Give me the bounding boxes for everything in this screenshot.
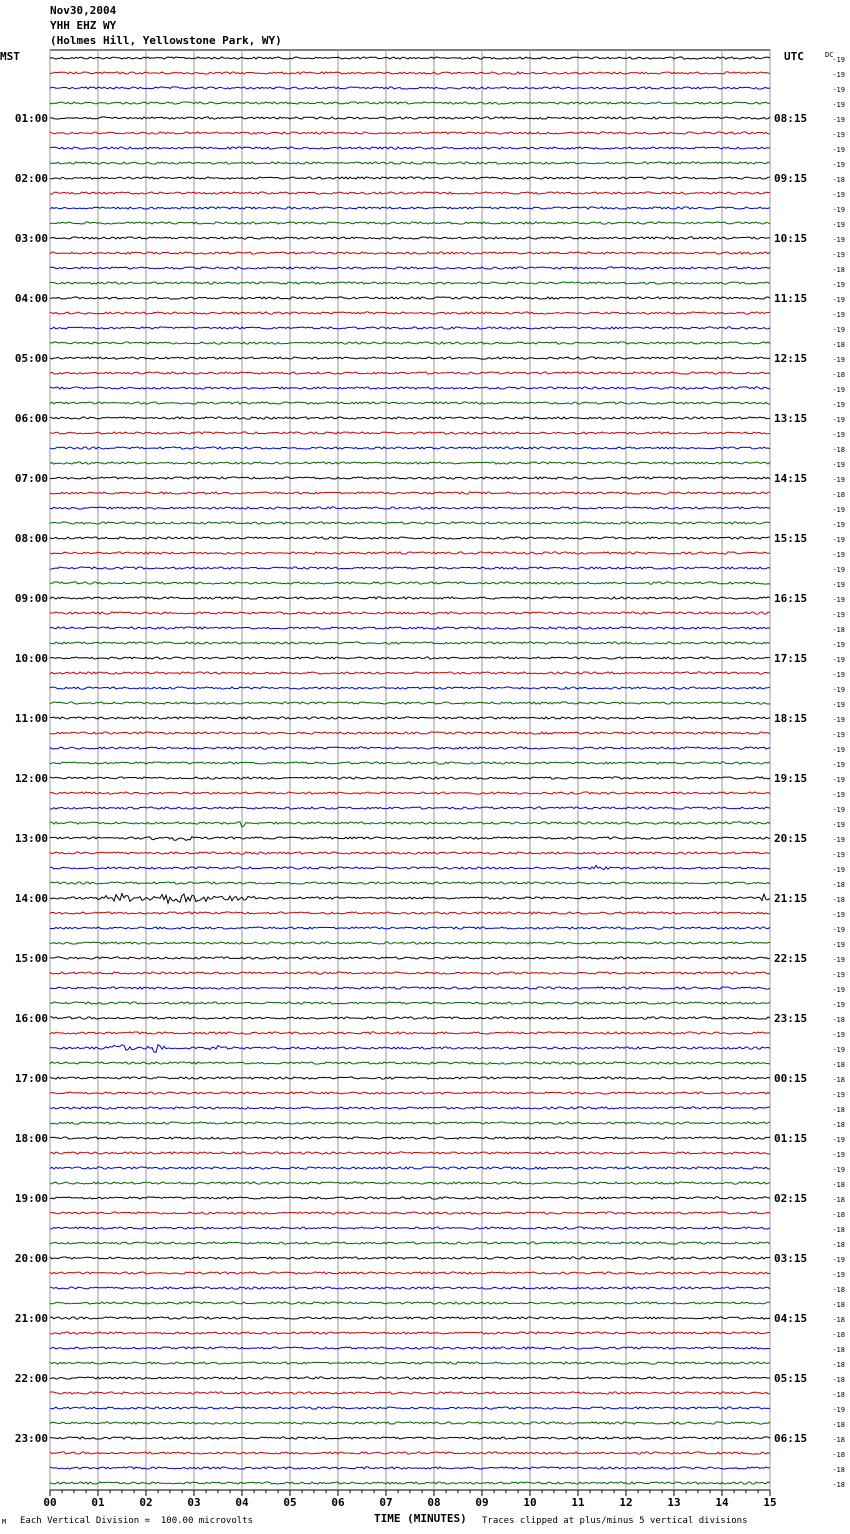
dc-offset-label: -19 (832, 161, 845, 169)
dc-offset-label: -18 (832, 1226, 845, 1234)
trace-row (50, 807, 770, 809)
dc-offset-label: -18 (832, 1361, 845, 1369)
trace-row (50, 237, 770, 239)
trace-row (50, 282, 770, 284)
trace-row (50, 1347, 770, 1349)
dc-offset-label: -19 (832, 1091, 845, 1099)
trace-row (50, 297, 770, 299)
dc-offset-label: -19 (832, 611, 845, 619)
left-hour-label: 21:00 (14, 1312, 48, 1325)
dc-offset-label: -19 (832, 1271, 845, 1279)
x-tick-label: 00 (43, 1496, 57, 1509)
trace-row (50, 882, 770, 884)
trace-row (50, 717, 770, 719)
trace-row (50, 1212, 770, 1214)
right-hour-label: 10:15 (774, 232, 808, 245)
trace-row (50, 552, 770, 554)
trace-row (50, 1287, 770, 1289)
trace-row (50, 777, 770, 779)
dc-offset-label: -18 (832, 1241, 845, 1249)
left-hour-label: 06:00 (14, 412, 48, 425)
dc-offset-label: -19 (832, 311, 845, 319)
right-hour-label: 05:15 (774, 1372, 808, 1385)
right-hour-label: 20:15 (774, 832, 808, 845)
trace-row (50, 612, 770, 614)
trace-row (50, 762, 770, 764)
dc-offset-label: -19 (832, 821, 845, 829)
trace-row (50, 132, 770, 134)
dc-offset-label: -19 (832, 416, 845, 424)
trace-row (50, 192, 770, 194)
x-tick-label: 06 (331, 1496, 345, 1509)
trace-row (50, 1002, 770, 1004)
trace-row (50, 432, 770, 434)
trace-row (50, 1197, 770, 1199)
trace-row (50, 852, 770, 854)
left-hour-label: 11:00 (14, 712, 48, 725)
x-tick-label: 11 (571, 1496, 585, 1509)
trace-row (50, 822, 770, 827)
dc-offset-label: -19 (832, 56, 845, 64)
dc-offset-label: -19 (832, 746, 845, 754)
x-tick-label: 07 (379, 1496, 393, 1509)
left-hour-label: 15:00 (14, 952, 48, 965)
left-hour-label: 17:00 (14, 1072, 48, 1085)
dc-offset-label: -18 (832, 1421, 845, 1429)
dc-offset-label: -19 (832, 326, 845, 334)
right-hour-label: 23:15 (774, 1012, 808, 1025)
dc-offset-label: -18 (832, 1181, 845, 1189)
right-hour-label: 18:15 (774, 712, 808, 725)
trace-row (50, 522, 770, 524)
header-date: Nov30,2004 (50, 4, 117, 17)
dc-offset-label: -18 (832, 626, 845, 634)
trace-row (50, 507, 770, 509)
dc-offset-label: -19 (832, 521, 845, 529)
dc-offset-label: -19 (832, 1256, 845, 1264)
dc-offset-label: -19 (832, 701, 845, 709)
dc-offset-label: -19 (832, 851, 845, 859)
dc-offset-label: -19 (832, 1166, 845, 1174)
dc-offset-label: -19 (832, 71, 845, 79)
x-tick-label: 14 (715, 1496, 729, 1509)
dc-offset-label: -18 (832, 1301, 845, 1309)
trace-row (50, 117, 770, 119)
dc-offset-label: -19 (832, 506, 845, 514)
left-hour-label: 02:00 (14, 172, 48, 185)
dc-offset-label: -19 (832, 86, 845, 94)
trace-row (50, 1107, 770, 1109)
left-hour-label: 10:00 (14, 652, 48, 665)
dc-offset-label: -19 (832, 716, 845, 724)
right-hour-label: 08:15 (774, 112, 808, 125)
trace-row (50, 702, 770, 704)
trace-row (50, 147, 770, 149)
left-hour-label: 12:00 (14, 772, 48, 785)
dc-offset-label: -18 (832, 1391, 845, 1399)
dc-offset-label: -19 (832, 251, 845, 259)
right-hour-label: 02:15 (774, 1192, 808, 1205)
trace-row (50, 357, 770, 359)
dc-offset-label: -18 (832, 1466, 845, 1474)
trace-row (50, 1032, 770, 1034)
dc-offset-label: -19 (832, 236, 845, 244)
trace-row (50, 732, 770, 734)
dc-offset-label: -19 (832, 941, 845, 949)
trace-row (50, 837, 770, 841)
dc-offset-label: -18 (832, 1481, 845, 1489)
trace-row (50, 1045, 770, 1053)
trace-row (50, 1122, 770, 1124)
x-tick-label: 09 (475, 1496, 489, 1509)
dc-offset-label: -19 (832, 386, 845, 394)
right-hour-label: 01:15 (774, 1132, 808, 1145)
trace-row (50, 1272, 770, 1274)
dc-offset-label: -18 (832, 1106, 845, 1114)
trace-row (50, 252, 770, 254)
dc-offset-label: -19 (832, 581, 845, 589)
dc-offset-label: -19 (832, 296, 845, 304)
dc-offset-label: -18 (832, 1286, 845, 1294)
trace-row (50, 942, 770, 944)
dc-offset-label: -18 (832, 896, 845, 904)
trace-row (50, 72, 770, 74)
trace-row (50, 1242, 770, 1244)
x-tick-label: 10 (523, 1496, 537, 1509)
trace-row (50, 972, 770, 974)
trace-row (50, 1377, 770, 1379)
trace-row (50, 462, 770, 464)
header-location: (Holmes Hill, Yellowstone Park, WY) (50, 34, 282, 47)
dc-offset-label: -19 (832, 101, 845, 109)
dc-offset-label: -19 (832, 731, 845, 739)
dc-offset-label: -18 (832, 1196, 845, 1204)
dc-offset-label: -18 (832, 1061, 845, 1069)
dc-offset-label: -19 (832, 791, 845, 799)
clip-note: Traces clipped at plus/minus 5 vertical divisions (482, 1516, 748, 1526)
trace-row (50, 267, 770, 269)
trace-row (50, 894, 770, 904)
right-hour-label: 13:15 (774, 412, 808, 425)
dc-offset-label: -18 (832, 1376, 845, 1384)
dc-offset-label: -19 (832, 401, 845, 409)
left-timezone-label: MST (0, 50, 20, 63)
left-hour-label: 14:00 (14, 892, 48, 905)
trace-row (50, 1077, 770, 1079)
left-hour-label: 09:00 (14, 592, 48, 605)
x-tick-label: 01 (91, 1496, 105, 1509)
dc-offset-label: -18 (832, 1016, 845, 1024)
dc-offset-label: -18 (832, 491, 845, 499)
scale-note: Each Vertical Division = 100.00 microvolts (20, 1516, 253, 1526)
dc-offset-label: -18 (832, 446, 845, 454)
trace-row (50, 1422, 770, 1424)
right-hour-label: 06:15 (774, 1432, 808, 1445)
trace-row (50, 492, 770, 494)
left-hour-label: 04:00 (14, 292, 48, 305)
dc-offset-label: -19 (832, 986, 845, 994)
trace-row (50, 642, 770, 644)
trace-row (50, 1392, 770, 1394)
trace-row (50, 582, 770, 584)
right-hour-label: 11:15 (774, 292, 808, 305)
trace-row (50, 912, 770, 914)
dc-offset-label: -19 (832, 536, 845, 544)
dc-offset-label: -19 (832, 1046, 845, 1054)
trace-row (50, 1482, 770, 1484)
dc-offset-label: -19 (832, 866, 845, 874)
left-hour-label: 16:00 (14, 1012, 48, 1025)
dc-offset-label: -19 (832, 836, 845, 844)
trace-row (50, 1137, 770, 1139)
dc-offset-label: -19 (832, 1001, 845, 1009)
trace-row (50, 537, 770, 539)
trace-row (50, 342, 770, 344)
dc-offset-label: -18 (832, 1211, 845, 1219)
x-tick-label: 12 (619, 1496, 633, 1509)
trace-row (50, 927, 770, 929)
dc-offset-label: -18 (832, 341, 845, 349)
trace-row (50, 372, 770, 374)
dc-offset-label: -19 (832, 776, 845, 784)
right-hour-label: 17:15 (774, 652, 808, 665)
trace-row (50, 657, 770, 659)
right-hour-label: 04:15 (774, 1312, 808, 1325)
trace-row (50, 207, 770, 209)
trace-row (50, 1332, 770, 1334)
trace-row (50, 1302, 770, 1304)
right-hour-label: 09:15 (774, 172, 808, 185)
trace-row (50, 1317, 770, 1319)
dc-offset-label: -18 (832, 1121, 845, 1129)
left-hour-label: 13:00 (14, 832, 48, 845)
trace-row (50, 627, 770, 629)
trace-row (50, 1152, 770, 1154)
dc-offset-label: -19 (832, 806, 845, 814)
x-tick-label: 02 (139, 1496, 153, 1509)
right-hour-label: 03:15 (774, 1252, 808, 1265)
trace-row (50, 687, 770, 689)
trace-row (50, 1182, 770, 1184)
trace-row (50, 957, 770, 959)
right-hour-label: 14:15 (774, 472, 808, 485)
trace-row (50, 1092, 770, 1094)
x-tick-label: 13 (667, 1496, 681, 1509)
dc-offset-label: -19 (832, 1151, 845, 1159)
trace-row (50, 865, 770, 869)
x-tick-label: 15 (763, 1496, 777, 1509)
dc-offset-label: -18 (832, 881, 845, 889)
dc-offset-label: -18 (832, 1451, 845, 1459)
right-hour-label: 22:15 (774, 952, 808, 965)
dc-offset-label: -19 (832, 1136, 845, 1144)
trace-row (50, 102, 770, 104)
dc-offset-label: -19 (832, 926, 845, 934)
trace-row (50, 1362, 770, 1364)
right-hour-label: 16:15 (774, 592, 808, 605)
dc-offset-label: -19 (832, 596, 845, 604)
trace-row (50, 1257, 770, 1259)
left-hour-label: 18:00 (14, 1132, 48, 1145)
trace-row (50, 402, 770, 404)
dc-offset-label: -19 (832, 221, 845, 229)
dc-offset-label: -19 (832, 191, 845, 199)
left-hour-label: 01:00 (14, 112, 48, 125)
header-station: YHH EHZ WY (50, 19, 117, 32)
trace-row (50, 1407, 770, 1409)
trace-row (50, 1467, 770, 1469)
left-hour-label: 05:00 (14, 352, 48, 365)
dc-offset-label: -19 (832, 476, 845, 484)
trace-row (50, 1227, 770, 1229)
dc-offset-label: -19 (832, 116, 845, 124)
dc-offset-label: -19 (832, 131, 845, 139)
corner-mark: M (2, 1518, 7, 1526)
trace-row (50, 597, 770, 599)
trace-row (50, 987, 770, 989)
dc-offset-label: -19 (832, 566, 845, 574)
trace-row (50, 87, 770, 89)
dc-offset-label: -19 (832, 641, 845, 649)
dc-offset-label: -19 (832, 356, 845, 364)
dc-offset-label: -18 (832, 176, 845, 184)
trace-row (50, 222, 770, 224)
right-hour-label: 19:15 (774, 772, 808, 785)
x-tick-label: 05 (283, 1496, 297, 1509)
trace-row (50, 477, 770, 479)
trace-row (50, 1167, 770, 1169)
dc-offset-label: -19 (832, 971, 845, 979)
trace-row (50, 672, 770, 674)
right-hour-label: 00:15 (774, 1072, 808, 1085)
right-timezone-label: UTC (784, 50, 804, 63)
trace-row (50, 162, 770, 164)
trace-row (50, 387, 770, 389)
dc-offset-label: -18 (832, 1076, 845, 1084)
left-hour-label: 07:00 (14, 472, 48, 485)
dc-offset-label: -18 (832, 371, 845, 379)
dc-offset-label: -19 (832, 686, 845, 694)
dc-offset-label: -19 (832, 551, 845, 559)
x-axis-title: TIME (MINUTES) (374, 1512, 467, 1525)
dc-offset-label: -19 (832, 206, 845, 214)
trace-row (50, 57, 770, 59)
trace-row (50, 327, 770, 329)
dc-offset-label: -18 (832, 266, 845, 274)
trace-row (50, 792, 770, 794)
dc-header-label: DC (825, 51, 834, 59)
dc-offset-label: -19 (832, 281, 845, 289)
dc-offset-label: -18 (832, 1331, 845, 1339)
left-hour-label: 19:00 (14, 1192, 48, 1205)
trace-row (50, 1017, 770, 1019)
dc-offset-label: -19 (832, 956, 845, 964)
right-hour-label: 12:15 (774, 352, 808, 365)
left-hour-label: 22:00 (14, 1372, 48, 1385)
x-tick-label: 03 (187, 1496, 201, 1509)
dc-offset-label: -19 (832, 1406, 845, 1414)
dc-offset-label: -19 (832, 671, 845, 679)
x-tick-label: 04 (235, 1496, 249, 1509)
left-hour-label: 23:00 (14, 1432, 48, 1445)
dc-offset-label: -19 (832, 146, 845, 154)
trace-row (50, 1062, 770, 1064)
trace-row (50, 312, 770, 314)
dc-offset-label: -19 (832, 461, 845, 469)
trace-row (50, 1452, 770, 1454)
dc-offset-label: -19 (832, 1031, 845, 1039)
trace-row (50, 417, 770, 419)
trace-row (50, 1437, 770, 1439)
trace-row (50, 747, 770, 749)
dc-offset-label: -19 (832, 656, 845, 664)
dc-offset-label: -19 (832, 761, 845, 769)
trace-row (50, 177, 770, 179)
left-hour-label: 03:00 (14, 232, 48, 245)
dc-offset-label: -18 (832, 1436, 845, 1444)
trace-row (50, 447, 770, 449)
dc-offset-label: -18 (832, 1346, 845, 1354)
left-hour-label: 08:00 (14, 532, 48, 545)
dc-offset-label: -18 (832, 1316, 845, 1324)
dc-offset-label: -19 (832, 911, 845, 919)
right-hour-label: 15:15 (774, 532, 808, 545)
x-tick-label: 08 (427, 1496, 441, 1509)
dc-offset-label: -19 (832, 431, 845, 439)
right-hour-label: 21:15 (774, 892, 808, 905)
trace-row (50, 567, 770, 569)
left-hour-label: 20:00 (14, 1252, 48, 1265)
